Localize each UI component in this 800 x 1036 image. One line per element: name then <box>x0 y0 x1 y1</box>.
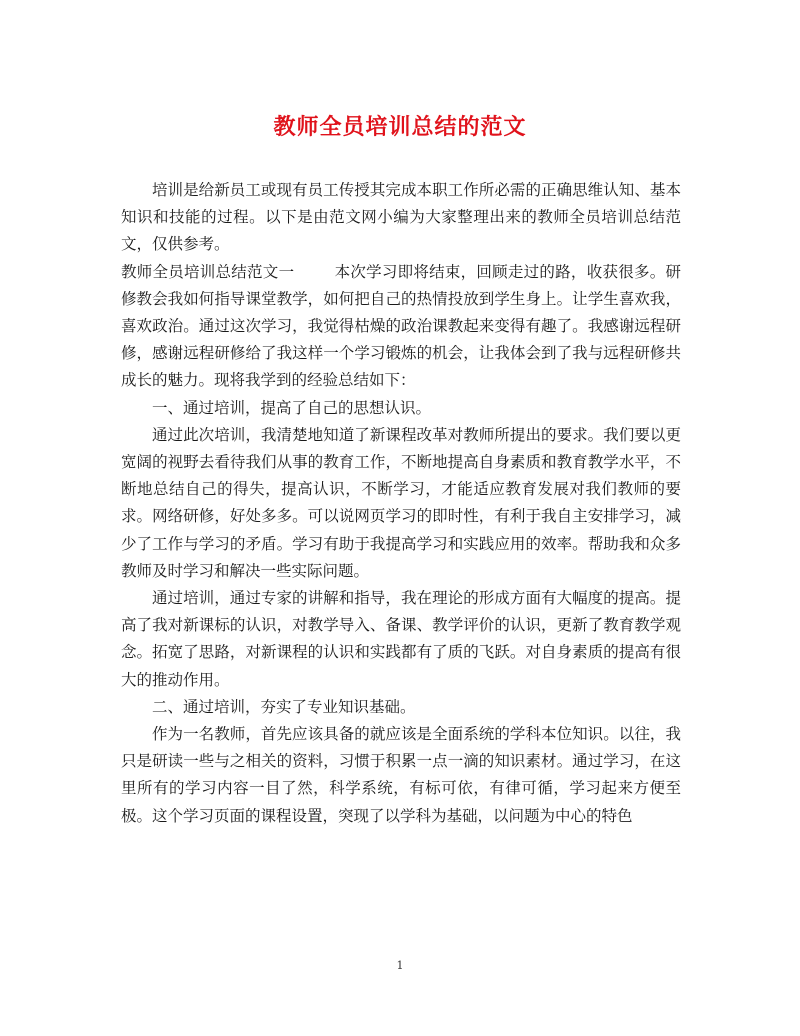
document-body <box>121 177 681 830</box>
section-text: 本次学习即将结束，回顾走过的路，收获很多。研修教会我如何指导课堂教学，如何把自己的热情投放到学生身上。让学生喜欢我，喜欢政治。通过这次学习，我觉得枯燥的政治课教起来变得有趣了。我感谢远程研修，感谢远程研修给了我这样一个学习锻炼的机会，让我体会到了我与远程研修共成长的魅力。现将我学到的经验总结如下： <box>121 262 681 390</box>
page-number: 1 <box>396 959 404 972</box>
paragraph-two: 通过培训，通过专家的讲解和指导，我在理论的形成方面有大幅度的提高。提高了我对新课标的认识，对教学导入、备课、教学评价的认识，更新了教育教学观念。拓宽了思路，对新课程的认识和实践都有了质的飞跃。对自身素质的提高有很大的推动作用。 <box>121 589 681 689</box>
heading-one: 一、通过培训，提高了自己的思想认识。 <box>152 398 432 417</box>
section-paragraph <box>121 259 681 395</box>
heading-two: 二、通过培训，夯实了专业知识基础。 <box>152 697 416 716</box>
intro-paragraph: 培训是给新员工或现有员工传授其完成本职工作所必需的正确思维认知、基本知识和技能的过程。以下是由范文网小编为大家整理出来的教师全员培训总结范文，仅供参考。 <box>121 181 681 254</box>
section-label: 教师全员培训总结范文一 <box>121 262 295 281</box>
paragraph-three: 作为一名教师，首先应该具备的就应该是全面系统的学科本位知识。以往，我只是研读一些与之相关的资料，习惯于积累一点一滴的知识素材。通过学习，在这里所有的学习内容一目了然，科学系统，有标可依，有律可循，学习起来方便至极。这个学习页面的课程设置，突现了以学科为基础，以问题为中心的特色 <box>121 725 681 825</box>
document-title: 教师全员培训总结的范文 <box>273 114 527 140</box>
paragraph-one: 通过此次培训，我清楚地知道了新课程改革对教师所提出的要求。我们要以更宽阔的视野去看待我们从事的教育工作，不断地提高自身素质和教育教学水平，不断地总结自己的得失，提高认识，不断学习，才能适应教育发展对我们教师的要求。网络研修，好处多多。可以说网页学习的即时性，有利于我自主安排学习，减少了工作与学习的矛盾。学习有助于我提高学习和实践应用的效率。帮助我和众多教师及时学习和解决一些实际问题。 <box>121 425 681 580</box>
